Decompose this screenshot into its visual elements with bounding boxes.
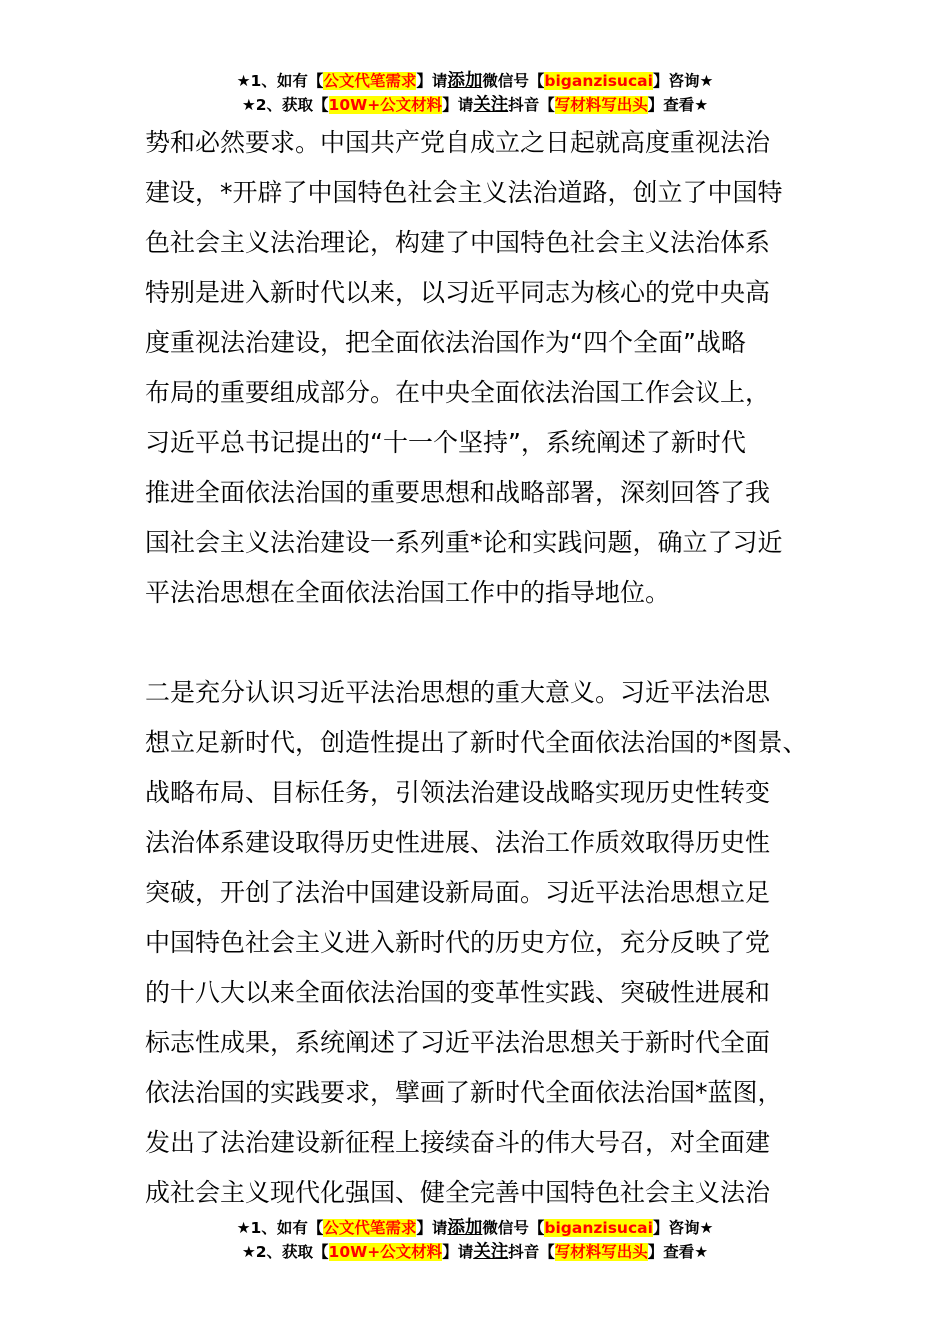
- body-line: 标志性成果，系统阐述了习近平法治思想关于新时代全面: [145, 1028, 771, 1057]
- banner-text: ★2、获取【: [241, 96, 329, 114]
- body-line: 法治体系建设取得历史性进展、法治工作质效取得历史性: [145, 828, 771, 857]
- banner-text: 】查看★: [647, 96, 709, 114]
- body-line: 特别是进入新时代以来，以习近平同志为核心的党中央高: [145, 278, 771, 307]
- banner-text: 】请: [442, 96, 474, 114]
- body-line: 战略布局、目标任务，引领法治建设战略实现历史性转变: [145, 778, 771, 807]
- banner-text: 微信号【: [482, 1219, 545, 1237]
- body-line: 依法治国的实践要求，擘画了新时代全面依法治国*蓝图，: [145, 1078, 783, 1107]
- banner-underlined: 关注: [473, 95, 509, 115]
- banner-highlight-wechat: biganzisucai: [544, 1219, 653, 1237]
- banner-text: 】咨询★: [652, 72, 714, 90]
- banner-line-2: [0, 1240, 950, 1264]
- banner-highlight-douyin: 写材料写出头: [554, 96, 648, 114]
- banner-highlight: 公文代笔需求: [323, 1219, 417, 1237]
- banner-text: 】请: [416, 72, 448, 90]
- banner-text: 】请: [416, 1219, 448, 1237]
- body-line: 国社会主义法治建设一系列重*论和实践问题，确立了习近: [145, 528, 783, 557]
- body-line: 中国特色社会主义进入新时代的历史方位，充分反映了党: [145, 928, 771, 957]
- banner-underlined: 添加: [447, 1218, 483, 1238]
- body-line: 发出了法治建设新征程上接续奋斗的伟大号召，对全面建: [145, 1128, 771, 1157]
- body-line: 想立足新时代，创造性提出了新时代全面依法治国的*图景、: [145, 728, 808, 757]
- paragraph-gap: [145, 618, 845, 668]
- body-line: 度重视法治建设，把全面依法治国作为“四个全面”战略: [145, 328, 746, 357]
- body-line: 建设，*开辟了中国特色社会主义法治道路，创立了中国特: [145, 178, 783, 207]
- body-line: 势和必然要求。中国共产党自成立之日起就高度重视法治: [145, 128, 771, 157]
- banner-text: 】请: [442, 1243, 474, 1261]
- body-line: 突破，开创了法治中国建设新局面。习近平法治思想立足: [145, 878, 771, 907]
- banner-highlight: 10W+公文材料: [328, 96, 443, 114]
- body-line: 二是充分认识习近平法治思想的重大意义。习近平法治思: [145, 678, 771, 707]
- banner-text: 】咨询★: [652, 1219, 714, 1237]
- body-line: 成社会主义现代化强国、健全完善中国特色社会主义法治: [145, 1178, 771, 1207]
- body-line: 平法治思想在全面依法治国工作中的指导地位。: [145, 578, 671, 607]
- body-line: 布局的重要组成部分。在中央全面依法治国工作会议上，: [145, 378, 771, 407]
- banner-highlight: 10W+公文材料: [328, 1243, 443, 1261]
- banner-line-1: [0, 1216, 950, 1240]
- document-body: [145, 118, 845, 1218]
- banner-underlined: 关注: [473, 1242, 509, 1262]
- banner-highlight: 公文代笔需求: [323, 72, 417, 90]
- banner-highlight-douyin: 写材料写出头: [554, 1243, 648, 1261]
- banner-line-1: [0, 69, 950, 93]
- banner-line-2: [0, 93, 950, 117]
- banner-text: 抖音【: [508, 96, 555, 114]
- banner-text: ★1、如有【: [236, 1219, 324, 1237]
- banner-text: 抖音【: [508, 1243, 555, 1261]
- footer-banner: [0, 1216, 950, 1264]
- banner-underlined: 添加: [447, 71, 483, 91]
- banner-highlight-wechat: biganzisucai: [544, 72, 653, 90]
- body-line: 推进全面依法治国的重要思想和战略部署，深刻回答了我: [145, 478, 771, 507]
- body-line: 习近平总书记提出的“十一个坚持”，系统阐述了新时代: [145, 428, 746, 457]
- banner-text: ★1、如有【: [236, 72, 324, 90]
- header-banner: [0, 69, 950, 117]
- banner-text: ★2、获取【: [241, 1243, 329, 1261]
- banner-text: 】查看★: [647, 1243, 709, 1261]
- body-line: 的十八大以来全面依法治国的变革性实践、突破性进展和: [145, 978, 771, 1007]
- body-line: 色社会主义法治理论，构建了中国特色社会主义法治体系: [145, 228, 771, 257]
- banner-text: 微信号【: [482, 72, 545, 90]
